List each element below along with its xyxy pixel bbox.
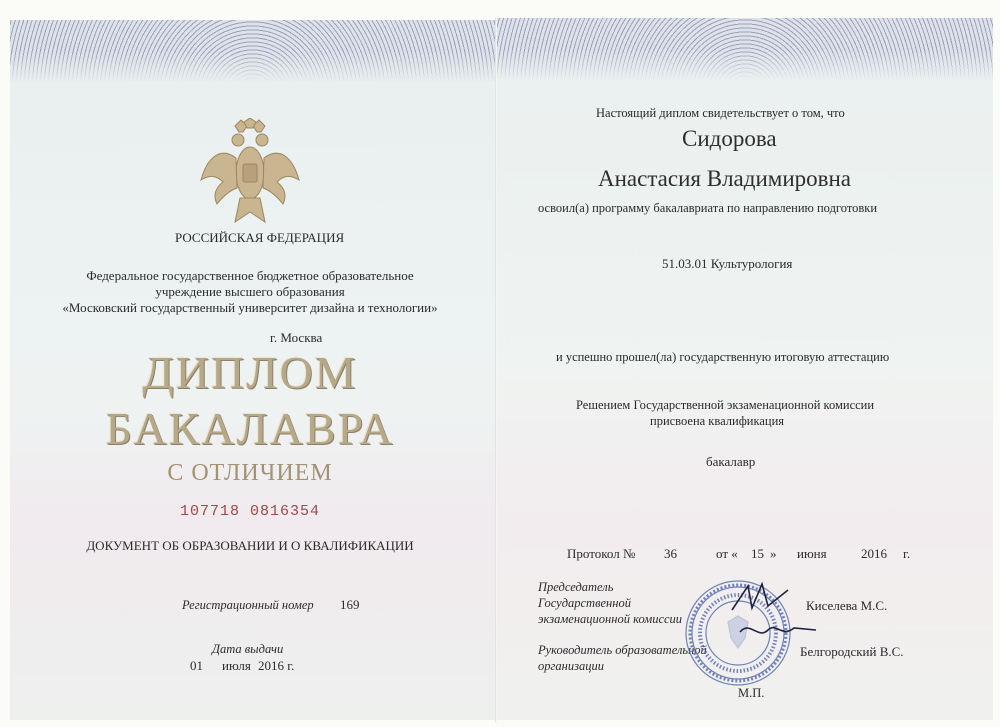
decision-line-1: Решением Государственной экзаменационной комиссии bbox=[576, 398, 875, 412]
serial-number: 107718 0816354 bbox=[180, 503, 321, 520]
graduate-given-names: Анастасия Владимировна bbox=[598, 166, 851, 191]
protocol-month: июня bbox=[797, 546, 827, 561]
protocol-from: от « bbox=[716, 546, 738, 561]
issue-date-label: Дата выдачи bbox=[212, 642, 284, 656]
head-title-line-2: организации bbox=[538, 659, 604, 673]
protocol-day: 15 bbox=[751, 546, 764, 561]
institution-line-1: Федеральное государственное бюджетное образовательное bbox=[86, 268, 414, 283]
certification-intro: Настоящий диплом свидетельствует о том, что bbox=[596, 106, 845, 120]
page-fold bbox=[495, 18, 497, 722]
country-name: РОССИЙСКАЯ ФЕДЕРАЦИЯ bbox=[175, 230, 345, 245]
diploma-degree: БАКАЛАВРА bbox=[105, 403, 395, 454]
registration-number: 169 bbox=[340, 597, 360, 612]
guilloche-band-left bbox=[10, 20, 495, 82]
protocol-year: 2016 bbox=[861, 546, 887, 561]
diploma-title: ДИПЛОМ bbox=[142, 347, 358, 398]
guilloche-band-right bbox=[497, 18, 993, 80]
graduate-surname: Сидорова bbox=[682, 126, 777, 151]
chair-signature bbox=[728, 580, 798, 620]
registration-label: Регистрационный номер bbox=[182, 598, 314, 612]
protocol-year-suffix: г. bbox=[903, 546, 911, 561]
chair-title-line-3: экзаменационной комиссии bbox=[538, 612, 683, 626]
protocol-number: 36 bbox=[664, 546, 677, 561]
decision-line-2: присвоена квалификация bbox=[650, 414, 785, 428]
head-name: Белгородский В.С. bbox=[800, 644, 904, 659]
honors-label: С ОТЛИЧИЕМ bbox=[167, 460, 333, 486]
chair-title-line-1: Председатель bbox=[538, 580, 614, 594]
institution-line-3: «Московский государственный университет дизайна и технологии» bbox=[62, 300, 438, 315]
head-title-line-1: Руководитель образовательной bbox=[538, 643, 707, 657]
document-type: ДОКУМЕНТ ОБ ОБРАЗОВАНИИ И О КВАЛИФИКАЦИИ bbox=[86, 538, 414, 553]
chair-name: Киселева М.С. bbox=[806, 598, 888, 613]
head-signature bbox=[738, 618, 818, 644]
stamp-place-mark: М.П. bbox=[738, 686, 765, 700]
issue-year: 2016 г. bbox=[258, 658, 295, 673]
program-statement: освоил(а) программу бакалавриата по направлению подготовки bbox=[538, 201, 878, 215]
qualification-value: бакалавр bbox=[706, 454, 756, 469]
institution-line-2: учреждение высшего образования bbox=[155, 284, 345, 299]
protocol-quote-close: » bbox=[770, 546, 777, 561]
protocol-label: Протокол № bbox=[567, 546, 636, 561]
issue-month: июля bbox=[222, 658, 251, 673]
issue-city: г. Москва bbox=[270, 330, 323, 345]
attestation-statement: и успешно прошел(ла) государственную итоговую аттестацию bbox=[556, 350, 890, 364]
issue-day: 01 bbox=[190, 658, 203, 673]
program-name: 51.03.01 Культурология bbox=[662, 256, 793, 271]
coat-of-arms-icon bbox=[195, 118, 305, 230]
chair-title-line-2: Государственной bbox=[538, 596, 631, 610]
